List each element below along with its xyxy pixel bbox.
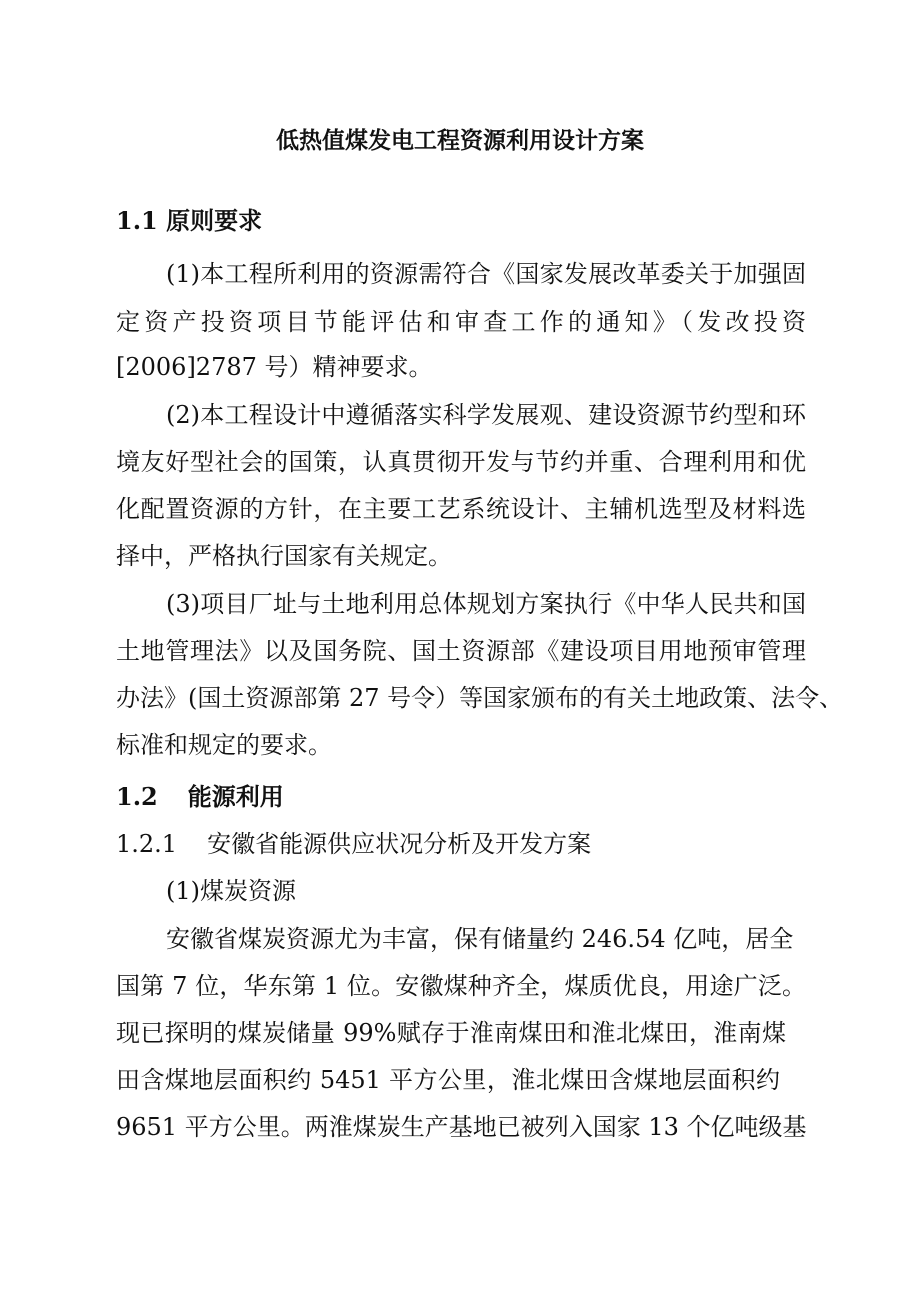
paragraph-1-line-1: (1)本工程所利用的资源需符合《国家发展改革委关于加强固 [166,260,806,288]
paragraph-1-line-2: 定资产投资项目节能评估和审查工作的通知》（发改投资 [116,308,806,336]
paragraph-coal-line-4: 田含煤地层面积约 5451 平方公里，淮北煤田含煤地层面积约 [116,1066,780,1094]
section-1-2-number: 1.2 [116,782,158,811]
section-1-1-heading: 1.1 原则要求 [116,206,263,235]
coal-resources-heading: (1)煤炭资源 [166,877,296,905]
section-1-2-title: 能源利用 [187,782,284,811]
section-1-2-1-heading [116,827,591,861]
section-1-2-1-title: 安徽省能源供应状况分析及开发方案 [207,830,592,858]
paragraph-3-line-3: 办法》(国土资源部第 27 号令）等国家颁布的有关土地政策、法令、 [116,684,844,712]
paragraph-coal-line-1: 安徽省煤炭资源尤为丰富，保有储量约 246.54 亿吨，居全 [166,925,794,953]
paragraph-3-line-1: (3)项目厂址与土地利用总体规划方案执行《中华人民共和国 [166,590,806,618]
document-title: 低热值煤发电工程资源利用设计方案 [276,127,644,154]
paragraph-coal-line-5: 9651 平方公里。两淮煤炭生产基地已被列入国家 13 个亿吨级基 [116,1113,807,1141]
section-1-2-heading [116,780,284,814]
paragraph-2-line-4: 择中，严格执行国家有关规定。 [116,542,452,570]
paragraph-coal-line-3: 现已探明的煤炭储量 99%赋存于淮南煤田和淮北煤田，淮南煤 [116,1019,786,1047]
section-1-2-1-number: 1.2.1 [116,830,178,858]
paragraph-3-line-2: 土地管理法》以及国务院、国土资源部《建设项目用地预审管理 [116,637,806,665]
paragraph-2-line-3: 化配置资源的方针，在主要工艺系统设计、主辅机选型及材料选 [116,495,806,523]
paragraph-2-line-1: (2)本工程设计中遵循落实科学发展观、建设资源节约型和环 [166,401,806,429]
paragraph-1-line-3: [2006]2787 号）精神要求。 [116,353,433,381]
paragraph-coal-line-2: 国第 7 位，华东第 1 位。安徽煤种齐全，煤质优良，用途广泛。 [116,972,806,1000]
paragraph-3-line-4: 标准和规定的要求。 [116,731,332,759]
paragraph-2-line-2: 境友好型社会的国策，认真贯彻开发与节约并重、合理利用和优 [116,448,806,476]
